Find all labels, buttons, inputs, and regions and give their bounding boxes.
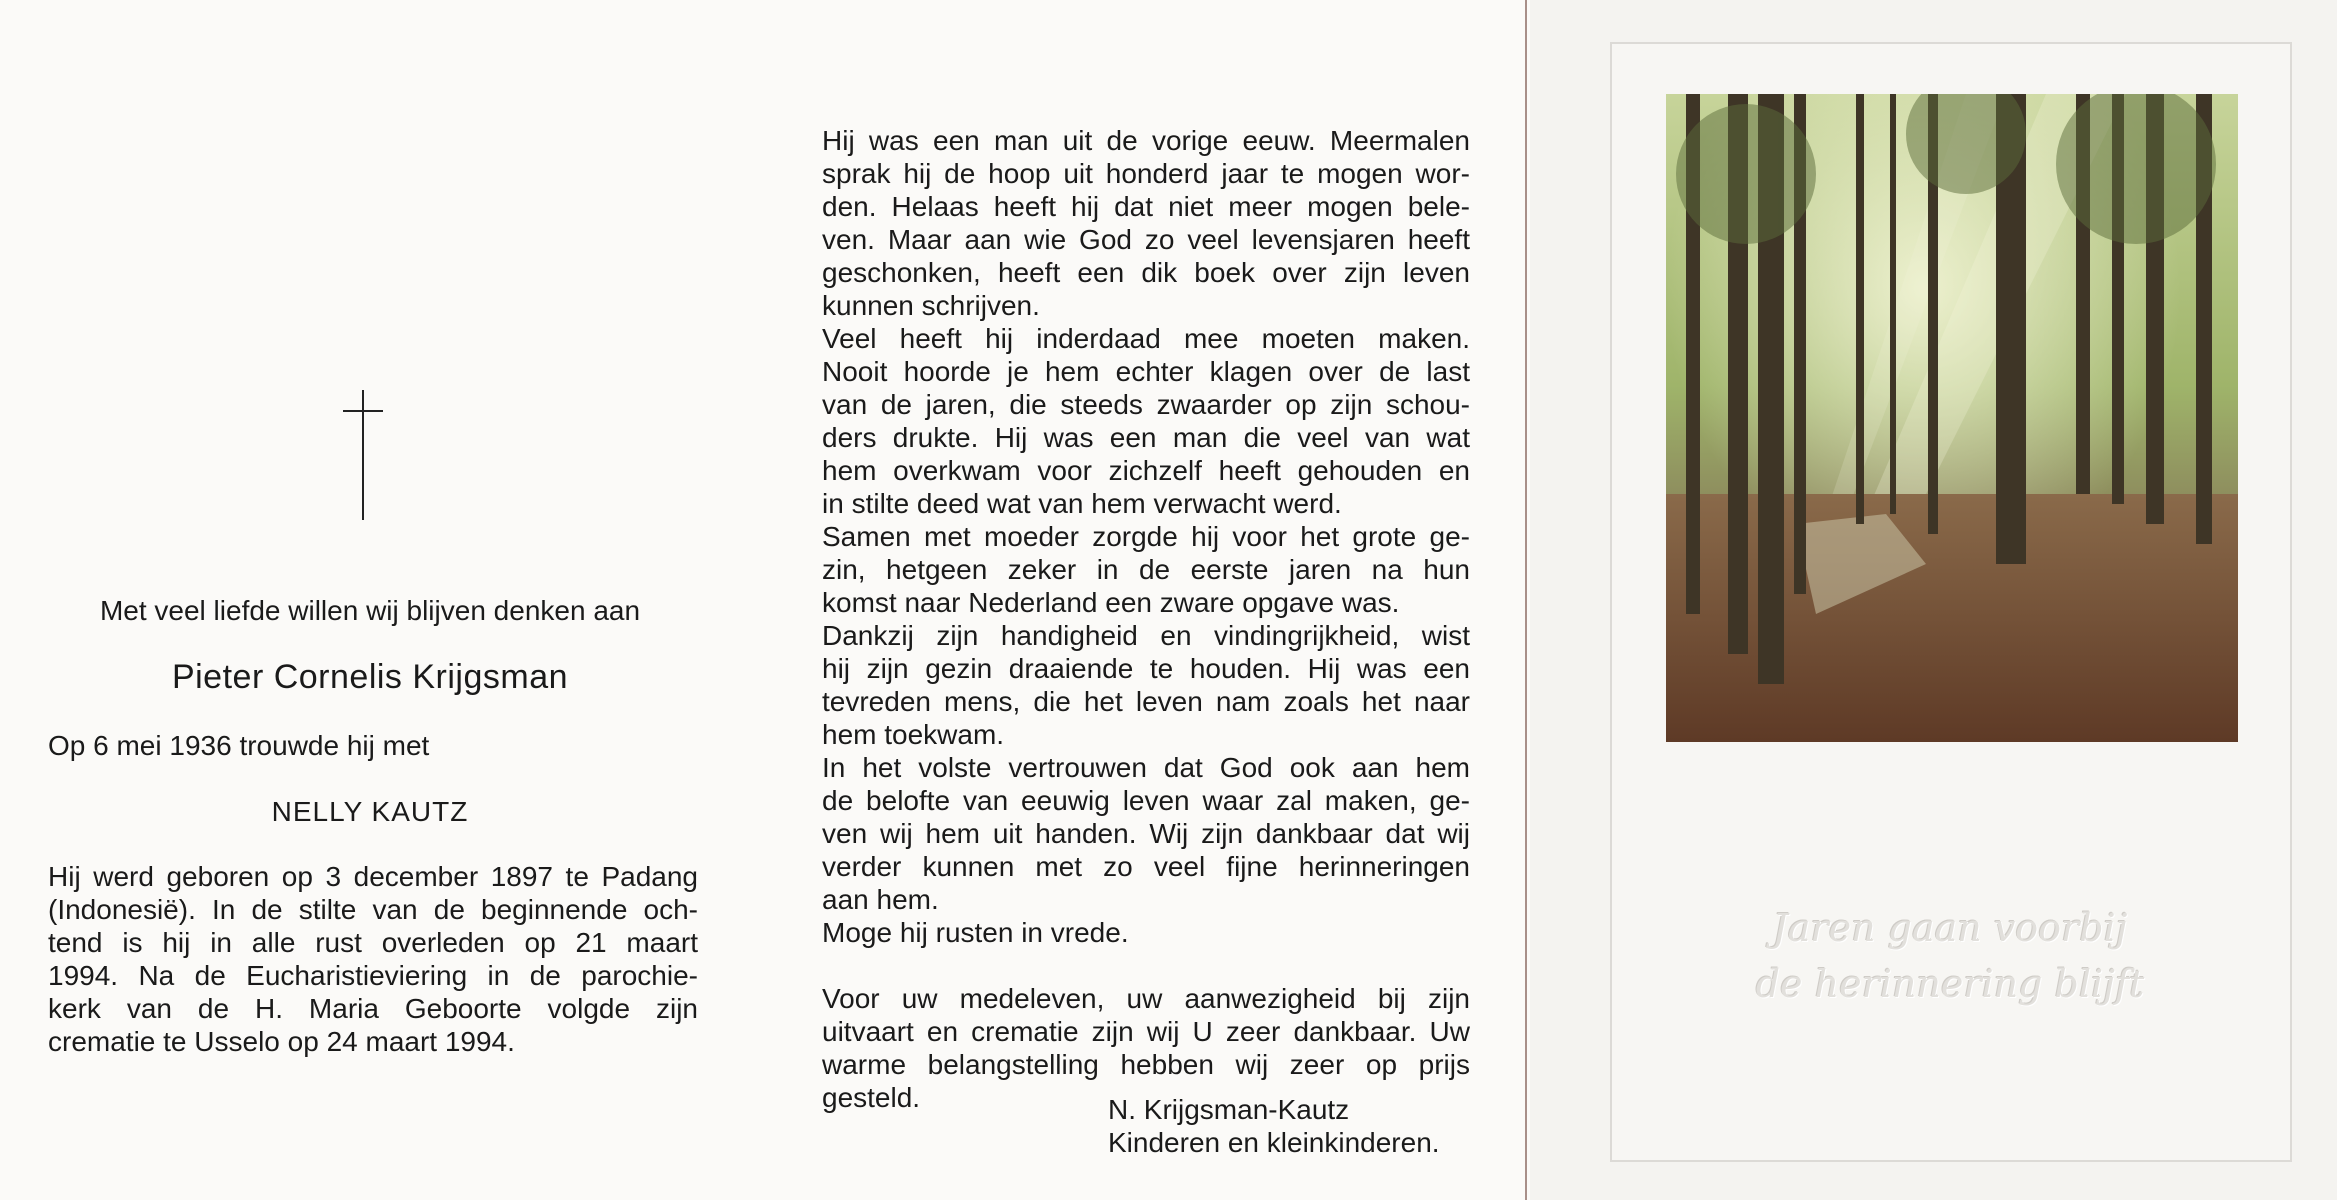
forest-photo xyxy=(1666,94,2238,742)
tribute-line: hem overkwam voor zichzelf heeft gehouden en xyxy=(822,455,1470,486)
verse-line: de herinnering blijft xyxy=(1755,962,2145,1006)
cross-icon xyxy=(343,390,383,520)
bio-line: crematie te Usselo op 24 maart 1994. xyxy=(48,1026,515,1057)
tribute-line: hij zijn gezin draaiende te houden. Hij was een xyxy=(822,653,1470,684)
thanks-line: Voor uw medeleven, uw aanwezigheid bij zijn xyxy=(822,983,1470,1014)
bio-line: (Indonesië). In de stilte van de beginnende och- xyxy=(48,894,698,925)
tribute-line: Samen met moeder zorgde hij voor het grote ge- xyxy=(822,521,1470,552)
tribute-line: Veel heeft hij inderdaad mee moeten maken. xyxy=(822,323,1470,354)
tribute-line: sprak hij de hoop uit honderd jaar te mogen wor- xyxy=(822,158,1470,189)
tribute-line: ven wij hem uit handen. Wij zijn dankbaar dat wij xyxy=(822,818,1470,849)
signature-name: N. Krijgsman-Kautz xyxy=(1108,1094,1350,1125)
tribute-line: geschonken, heeft een dik boek over zijn leven xyxy=(822,257,1470,288)
tribute-line: tevreden mens, die het leven nam zoals het naar xyxy=(822,686,1470,717)
tribute-line: In het volste vertrouwen dat God ook aan hem xyxy=(822,752,1470,783)
tribute-line: van de jaren, die steeds zwaarder op zijn schou- xyxy=(822,389,1470,420)
tribute-line: Nooit hoorde je hem echter klagen over de last xyxy=(822,356,1470,387)
tribute-line: Dankzij zijn handigheid en vindingrijkheid, wist xyxy=(822,620,1470,651)
bio-line: 1994. Na de Eucharistieviering in de parochie- xyxy=(48,960,698,991)
tribute-line: ders drukte. Hij was een man die veel van wat xyxy=(822,422,1470,453)
tribute-line: den. Helaas heeft hij dat niet meer mogen bele- xyxy=(822,191,1470,222)
spouse-name: NELLY KAUTZ xyxy=(271,796,469,827)
tribute-line: ven. Maar aan wie God zo veel levensjaren heeft xyxy=(822,224,1470,255)
memorial-intro: Met veel liefde willen wij blijven denken aan xyxy=(99,595,641,626)
biography xyxy=(48,860,698,1058)
tribute-line: hem toekwam. xyxy=(822,719,1005,750)
verse-line: Jaren gaan voorbij xyxy=(1772,906,2128,950)
fold-line xyxy=(1525,0,1527,1200)
marriage-line: Op 6 mei 1936 trouwde hij met xyxy=(48,730,430,761)
signature xyxy=(1108,1093,1440,1159)
signature-family: Kinderen en kleinkinderen. xyxy=(1108,1127,1440,1158)
tribute-text xyxy=(822,124,1470,1114)
tribute-line: aan hem. xyxy=(822,884,939,915)
blank-line xyxy=(822,949,1470,982)
thanks-line: gesteld. xyxy=(822,1082,921,1113)
tribute-line: Moge hij rusten in vrede. xyxy=(822,917,1129,948)
deceased-name: Pieter Cornelis Krijgsman xyxy=(171,658,569,696)
tribute-line: komst naar Nederland een zware opgave was. xyxy=(822,587,1400,618)
bio-line: tend is hij in alle rust overleden op 21 maart xyxy=(48,927,698,958)
thanks-line: warme belangstelling hebben wij zeer op prijs xyxy=(822,1049,1470,1080)
embossed-verse xyxy=(1650,900,2250,1012)
thanks-line: uitvaart en crematie zijn wij U zeer dankbaar. Uw xyxy=(822,1016,1470,1047)
tribute-line: in stilte deed wat van hem verwacht werd. xyxy=(822,488,1342,519)
tribute-line: de belofte van eeuwig leven waar zal maken, ge- xyxy=(822,785,1470,816)
tribute-line: kunnen schrijven. xyxy=(822,290,1040,321)
left-panel xyxy=(0,0,760,1200)
tribute-line: verder kunnen met zo veel fijne herinneringen xyxy=(822,851,1470,882)
bio-line: kerk van de H. Maria Geboorte volgde zijn xyxy=(48,993,698,1024)
middle-panel xyxy=(760,0,1530,1200)
tribute-line: zin, hetgeen zeker in de eerste jaren na hun xyxy=(822,554,1470,585)
tribute-line: Hij was een man uit de vorige eeuw. Meermalen xyxy=(822,125,1470,156)
bio-line: Hij werd geboren op 3 december 1897 te Padang xyxy=(48,861,698,892)
